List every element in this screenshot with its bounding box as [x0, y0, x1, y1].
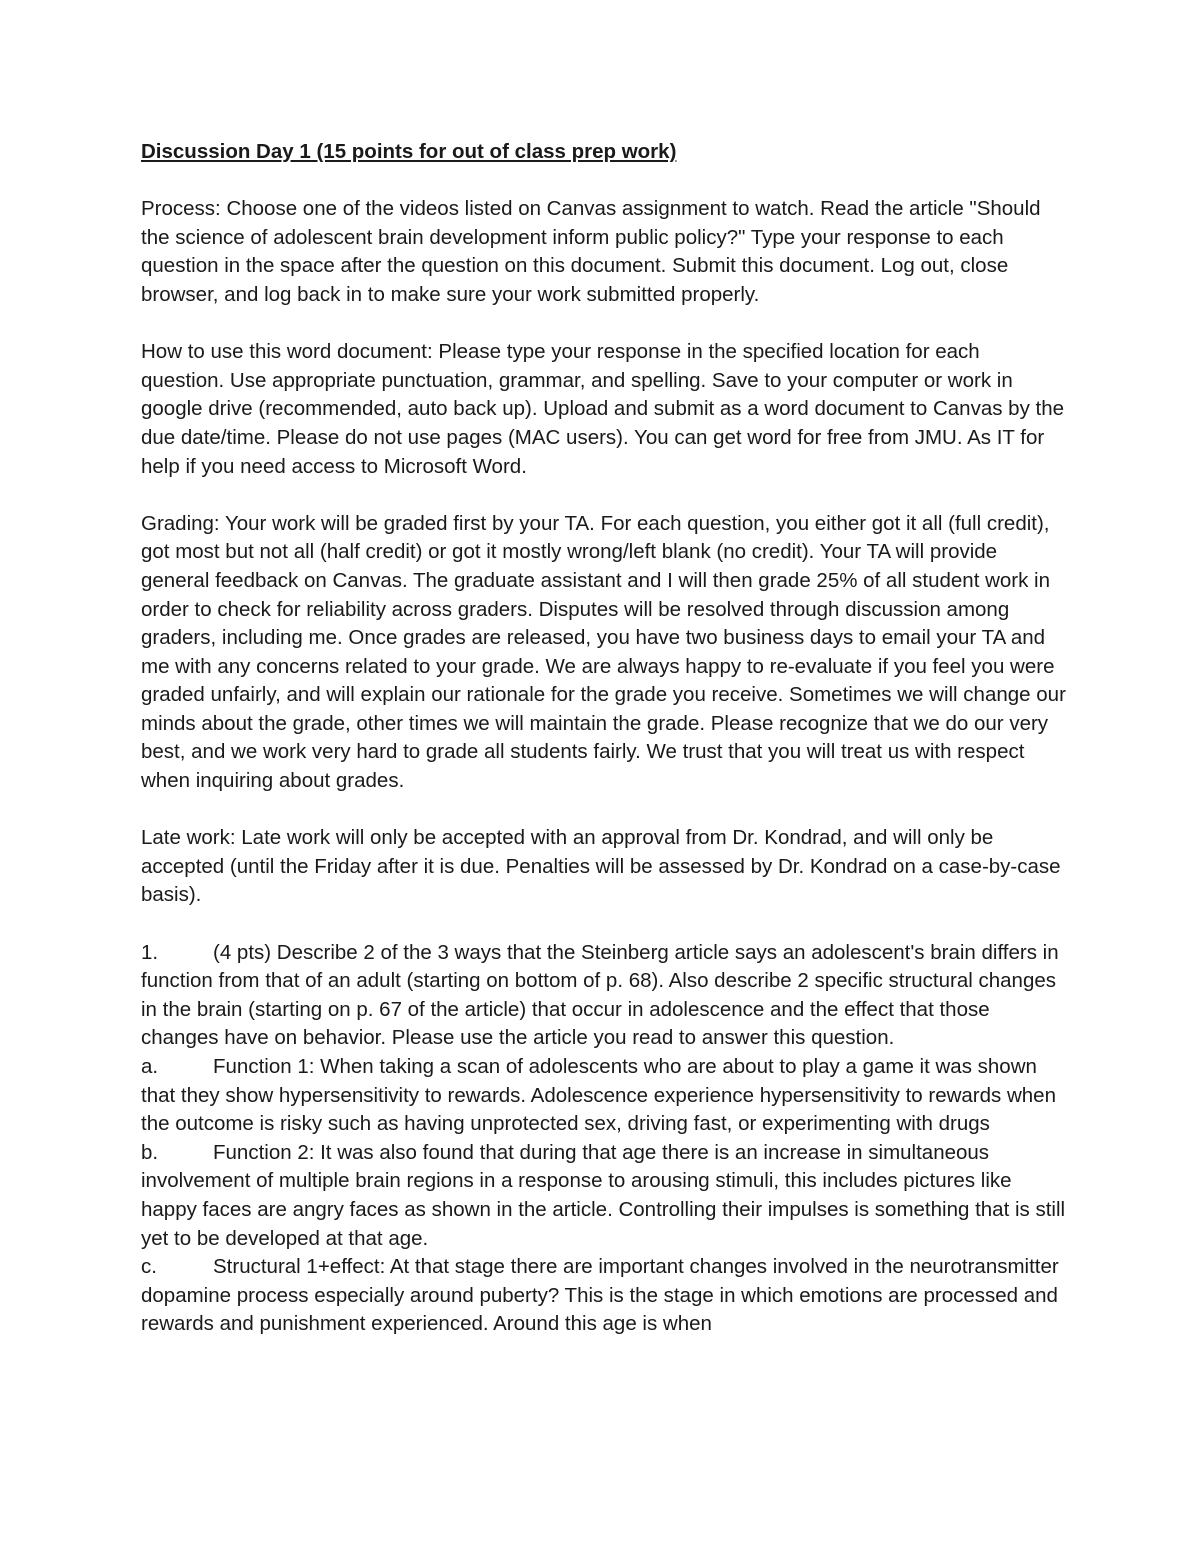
- answer-text: Function 1: When taking a scan of adolescents who are about to play a game it was shown that they show hypersensitivity to rewards. Adolescence experience hypersensitivity to rewards when the outcome is risky such as having unprotected sex, driving fast, or experimenting with drugs: [141, 1055, 1056, 1136]
- spacer: [141, 167, 1066, 196]
- answer-b: [141, 1139, 1066, 1253]
- answer-c: [141, 1253, 1066, 1339]
- document-title: Discussion Day 1 (15 points for out of class prep work): [141, 140, 677, 163]
- question-1: [141, 939, 1066, 1053]
- how-to-use-paragraph: How to use this word document: Please type your response in the specified location for each question. Use appropriate punctuation, grammar, and spelling. Save to your computer or work in google drive (recommended, auto back up). Upload and submit as a word document to Canvas by the due date/time. Please do not use pages (MAC users). You can get word for free from JMU. As IT for help if you need access to Microsoft Word.: [141, 340, 1065, 478]
- answer-text: Function 2: It was also found that during that age there is an increase in simultaneous involvement of multiple brain regions in a response to arousing stimuli, this includes pictures like happy faces are angry faces as shown in the article. Controlling their impulses is something that is still yet to be developed at that age.: [141, 1140, 1066, 1250]
- answer-letter: b.: [141, 1140, 159, 1164]
- spacer: [141, 310, 1066, 339]
- spacer: [141, 910, 1066, 939]
- document-page: [141, 138, 1066, 1339]
- spacer: [141, 481, 1066, 510]
- question-number: 1.: [141, 940, 159, 964]
- answer-letter: a.: [141, 1055, 159, 1078]
- answer-letter: c.: [141, 1255, 157, 1279]
- late-work-paragraph: Late work: Late work will only be accepted with an approval from Dr. Kondrad, and will only be accepted (until the Friday after it is due. Penalties will be assessed by Dr. Kondrad on a case-by-case basis).: [141, 826, 1061, 907]
- question-text: (4 pts) Describe 2 of the 3 ways that the Steinberg article says an adolescent's brain differs in function from that of an adult (starting on bottom of p. 68). Also describe 2 specific structural changes in the brain (starting on p. 67 of the article) that occur in adolescence and the effect that those changes have on behavior. Please use the article you read to answer this question.: [141, 940, 1059, 1050]
- answer-text: Structural 1+effect: At that stage there are important changes involved in the neurotransmitter dopamine process especially around puberty? This is the stage in which emotions are processed and rewards and punishment experienced. Around this age is when: [141, 1255, 1059, 1336]
- answer-a: [141, 1053, 1066, 1139]
- spacer: [141, 796, 1066, 825]
- grading-paragraph: Grading: Your work will be graded first by your TA. For each question, you either got it all (full credit), got most but not all (half credit) or got it mostly wrong/left blank (no credit). Your TA will provide general feedback on Canvas. The graduate assistant and I will then grade 25% of all student work in order to check for reliability across graders. Disputes will be resolved through discussion among graders, including me. Once grades are released, you have two business days to email your TA and me with any concerns related to your grade. We are always happy to re-evaluate if you feel you were graded unfairly, and will explain our rationale for the grade you receive. Sometimes we will change our minds about the grade, other times we will maintain the grade. Please recognize that we do our very best, and we work very hard to grade all students fairly. We trust that you will treat us with respect when inquiring about grades.: [141, 511, 1066, 793]
- process-paragraph: Process: Choose one of the videos listed on Canvas assignment to watch. Read the article "Should the science of adolescent brain development inform public policy?" Type your response to each question in the space after the question on this document. Submit this document. Log out, close browser, and log back in to make sure your work submitted properly.: [141, 197, 1041, 306]
